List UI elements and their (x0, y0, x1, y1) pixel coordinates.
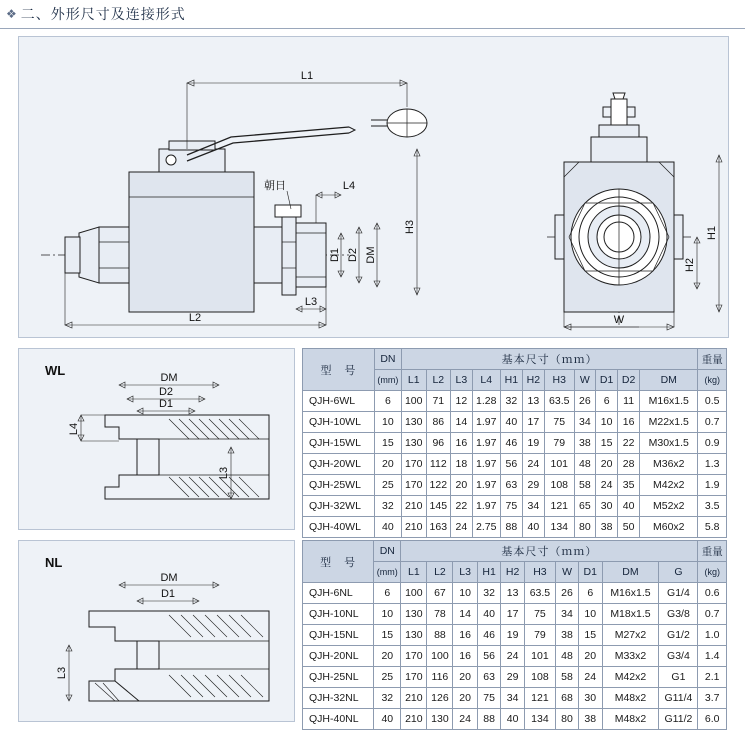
wl-r3-weight: 1.3 (698, 454, 727, 475)
nl-r3-c4: 24 (501, 646, 524, 667)
nl-r4-c3: 63 (477, 667, 500, 688)
nl-r6-c5: 134 (524, 709, 555, 730)
nl-r0-c8: M16x1.5 (602, 583, 659, 604)
wl-r1-c10: M22x1.5 (640, 412, 698, 433)
drawing-panel-wl (18, 348, 295, 530)
dim-L3-nl: L3 (56, 666, 68, 680)
nl-r0-c0: 100 (401, 583, 427, 604)
table-row (303, 625, 727, 646)
wl-r6-dn: 40 (374, 517, 401, 538)
dim-L3-wl: L3 (218, 466, 230, 480)
nl-r1-c4: 17 (501, 604, 524, 625)
nl-r3-c9: G3/4 (659, 646, 698, 667)
wl-r0-weight: 0.5 (698, 391, 727, 412)
wl-r6-c8: 38 (596, 517, 618, 538)
wl-r3-c8: 20 (596, 454, 618, 475)
wl-th-dn: DN (374, 349, 401, 370)
wl-th-D1: D1 (596, 370, 618, 391)
nl-r6-c3: 88 (477, 709, 500, 730)
page-header (0, 0, 745, 29)
nl-r5-c1: 126 (427, 688, 453, 709)
dim-D2-wl: D2 (158, 386, 174, 398)
annotation-chaori: 朝日 (264, 180, 286, 192)
nl-r6-model: QJH-40NL (303, 709, 374, 730)
nl-r1-c2: 14 (453, 604, 477, 625)
page-title: 二、外形尺寸及连接形式 (20, 6, 186, 22)
wl-r4-c4: 63 (500, 475, 522, 496)
nl-r1-c5: 75 (524, 604, 555, 625)
nl-r6-c0: 210 (401, 709, 427, 730)
nl-r4-c6: 58 (556, 667, 579, 688)
wl-r1-c2: 14 (451, 412, 473, 433)
wl-table-head (303, 349, 727, 391)
dim-L4: L4 (342, 180, 356, 192)
wl-r5-c7: 65 (574, 496, 596, 517)
nl-table-body (303, 583, 727, 730)
dim-D1-wl: D1 (158, 398, 174, 410)
wl-title: WL (45, 363, 66, 378)
wl-th-model: 型 号 (303, 349, 375, 391)
wl-r1-c6: 75 (544, 412, 574, 433)
nl-r3-c8: M33x2 (602, 646, 659, 667)
wl-r0-c8: 6 (596, 391, 618, 412)
wl-header-row-1 (303, 349, 727, 370)
nl-r1-c6: 34 (556, 604, 579, 625)
wl-r5-c0: 210 (401, 496, 426, 517)
nl-r2-c8: M27x2 (602, 625, 659, 646)
nl-r4-model: QJH-25NL (303, 667, 374, 688)
wl-r5-c2: 22 (451, 496, 473, 517)
nl-r5-weight: 3.7 (698, 688, 727, 709)
nl-r0-model: QJH-6NL (303, 583, 374, 604)
table-row (303, 433, 727, 454)
nl-r5-c5: 121 (524, 688, 555, 709)
nl-th-H1: H1 (477, 562, 500, 583)
wl-r4-c2: 20 (451, 475, 473, 496)
nl-r2-c1: 88 (427, 625, 453, 646)
wl-th-L1: L1 (401, 370, 426, 391)
wl-th-H1: H1 (500, 370, 522, 391)
nl-r2-c0: 130 (401, 625, 427, 646)
wl-r5-c6: 121 (544, 496, 574, 517)
table-row (303, 454, 727, 475)
wl-r4-c6: 108 (544, 475, 574, 496)
wl-r2-c7: 38 (574, 433, 596, 454)
nl-r1-dn: 10 (374, 604, 401, 625)
wl-th-L3: L3 (451, 370, 473, 391)
drawing-panel-top (18, 36, 729, 338)
nl-r0-c3: 32 (477, 583, 500, 604)
dim-D2: D2 (347, 247, 359, 263)
nl-th-D1: D1 (579, 562, 602, 583)
nl-r4-weight: 2.1 (698, 667, 727, 688)
nl-r0-weight: 0.6 (698, 583, 727, 604)
dim-DM-nl: DM (160, 572, 178, 584)
nl-r1-weight: 0.7 (698, 604, 727, 625)
nl-th-weight: 重量 (698, 541, 727, 562)
dim-L2: L2 (188, 312, 202, 324)
nl-r5-model: QJH-32NL (303, 688, 374, 709)
wl-r0-c10: M16x1.5 (640, 391, 698, 412)
nl-r6-weight: 6.0 (698, 709, 727, 730)
nl-r3-c3: 56 (477, 646, 500, 667)
nl-r5-c4: 34 (501, 688, 524, 709)
wl-r4-c3: 1.97 (472, 475, 500, 496)
wl-r3-c6: 101 (544, 454, 574, 475)
nl-r1-c1: 78 (427, 604, 453, 625)
wl-r1-c7: 34 (574, 412, 596, 433)
wl-table-body (303, 391, 727, 538)
dim-L4-wl: L4 (68, 422, 80, 436)
nl-title: NL (45, 555, 63, 570)
nl-r3-c2: 16 (453, 646, 477, 667)
wl-r2-c0: 130 (401, 433, 426, 454)
nl-th-model: 型 号 (303, 541, 374, 583)
table-row (303, 646, 727, 667)
wl-r0-c0: 100 (401, 391, 426, 412)
wl-r5-c3: 1.97 (472, 496, 500, 517)
nl-r6-dn: 40 (374, 709, 401, 730)
wl-th-basic: 基本尺寸（ｍｍ） (401, 349, 698, 370)
nl-r4-c8: M42x2 (602, 667, 659, 688)
nl-r2-c2: 16 (453, 625, 477, 646)
nl-r5-c9: G11/4 (659, 688, 698, 709)
nl-r0-c9: G1/4 (659, 583, 698, 604)
wl-r2-c10: M30x1.5 (640, 433, 698, 454)
nl-r3-c6: 48 (556, 646, 579, 667)
nl-r6-c8: M48x2 (602, 709, 659, 730)
nl-r2-c7: 15 (579, 625, 602, 646)
nl-detail-svg (19, 541, 294, 721)
wl-r3-model: QJH-20WL (303, 454, 375, 475)
wl-r1-c9: 16 (618, 412, 640, 433)
nl-r5-c2: 20 (453, 688, 477, 709)
wl-r1-c4: 40 (500, 412, 522, 433)
dim-D1: D1 (329, 247, 341, 263)
drawing-panel-nl (18, 540, 295, 722)
table-row (303, 604, 727, 625)
nl-r4-c7: 24 (579, 667, 602, 688)
wl-r3-dn: 20 (374, 454, 401, 475)
table-row (303, 688, 727, 709)
nl-r5-c8: M48x2 (602, 688, 659, 709)
nl-r4-c4: 29 (501, 667, 524, 688)
wl-r2-c3: 1.97 (472, 433, 500, 454)
wl-r5-c1: 145 (426, 496, 451, 517)
wl-r4-c9: 35 (618, 475, 640, 496)
wl-detail-svg (19, 349, 294, 529)
nl-r4-c0: 170 (401, 667, 427, 688)
wl-r0-c7: 26 (574, 391, 596, 412)
nl-r2-dn: 15 (374, 625, 401, 646)
top-drawing-svg (19, 37, 728, 337)
nl-r3-dn: 20 (374, 646, 401, 667)
nl-r5-dn: 32 (374, 688, 401, 709)
nl-r0-c2: 10 (453, 583, 477, 604)
wl-r2-c1: 96 (426, 433, 451, 454)
wl-r0-c5: 13 (522, 391, 544, 412)
nl-r0-c6: 26 (556, 583, 579, 604)
nl-r6-c4: 40 (501, 709, 524, 730)
nl-r5-c0: 210 (401, 688, 427, 709)
nl-r2-c9: G1/2 (659, 625, 698, 646)
nl-r3-c1: 100 (427, 646, 453, 667)
wl-r0-c9: 11 (618, 391, 640, 412)
wl-r3-c0: 170 (401, 454, 426, 475)
wl-r2-c9: 22 (618, 433, 640, 454)
wl-r3-c7: 48 (574, 454, 596, 475)
wl-r3-c1: 112 (426, 454, 451, 475)
nl-r5-c3: 75 (477, 688, 500, 709)
wl-r6-c6: 134 (544, 517, 574, 538)
nl-r3-c7: 20 (579, 646, 602, 667)
wl-th-H2: H2 (522, 370, 544, 391)
table-row (303, 709, 727, 730)
nl-r1-c7: 10 (579, 604, 602, 625)
nl-th-DM: DM (602, 562, 659, 583)
nl-r0-c1: 67 (427, 583, 453, 604)
wl-th-DM: DM (640, 370, 698, 391)
table-row (303, 667, 727, 688)
wl-r4-c5: 29 (522, 475, 544, 496)
nl-r1-c9: G3/8 (659, 604, 698, 625)
nl-r2-model: QJH-15NL (303, 625, 374, 646)
nl-th-basic: 基本尺寸（ｍｍ） (401, 541, 698, 562)
wl-r5-weight: 3.5 (698, 496, 727, 517)
nl-th-H3: H3 (524, 562, 555, 583)
nl-r2-c5: 79 (524, 625, 555, 646)
wl-r6-c7: 80 (574, 517, 596, 538)
nl-th-H2: H2 (501, 562, 524, 583)
wl-r0-c6: 63.5 (544, 391, 574, 412)
nl-r5-c6: 68 (556, 688, 579, 709)
nl-r0-c4: 13 (501, 583, 524, 604)
table-row (303, 517, 727, 538)
wl-r3-c10: M36x2 (640, 454, 698, 475)
dim-L3: L3 (304, 296, 318, 308)
wl-r5-c4: 75 (500, 496, 522, 517)
nl-r1-c3: 40 (477, 604, 500, 625)
nl-r6-c9: G11/2 (659, 709, 698, 730)
table-row (303, 583, 727, 604)
wl-r4-dn: 25 (374, 475, 401, 496)
nl-r3-weight: 1.4 (698, 646, 727, 667)
wl-r0-dn: 6 (374, 391, 401, 412)
table-row (303, 496, 727, 517)
table-row (303, 412, 727, 433)
wl-r6-model: QJH-40WL (303, 517, 375, 538)
bullet-icon: ❖ (6, 7, 17, 21)
wl-r6-c9: 50 (618, 517, 640, 538)
nl-r3-c5: 101 (524, 646, 555, 667)
nl-r5-c7: 30 (579, 688, 602, 709)
wl-r0-c1: 71 (426, 391, 451, 412)
wl-r6-c2: 24 (451, 517, 473, 538)
wl-r1-weight: 0.7 (698, 412, 727, 433)
spec-table-wl (302, 348, 727, 538)
table-row (303, 391, 727, 412)
nl-r4-c5: 108 (524, 667, 555, 688)
wl-th-weight: 重量 (698, 349, 727, 370)
wl-th-L4: L4 (472, 370, 500, 391)
dim-H1: H1 (706, 225, 718, 241)
wl-r5-c9: 40 (618, 496, 640, 517)
dim-D1-nl: D1 (160, 588, 176, 600)
nl-th-dn: DN (374, 541, 401, 562)
spec-table-nl (302, 540, 727, 730)
wl-r4-c8: 24 (596, 475, 618, 496)
wl-r5-c8: 30 (596, 496, 618, 517)
wl-r2-model: QJH-15WL (303, 433, 375, 454)
wl-th-H3: H3 (544, 370, 574, 391)
nl-r2-c4: 19 (501, 625, 524, 646)
wl-th-D2: D2 (618, 370, 640, 391)
nl-r4-c1: 116 (427, 667, 453, 688)
wl-r1-model: QJH-10WL (303, 412, 375, 433)
wl-r5-model: QJH-32WL (303, 496, 375, 517)
dim-L1: L1 (300, 70, 314, 82)
wl-r4-c7: 58 (574, 475, 596, 496)
wl-r5-c5: 34 (522, 496, 544, 517)
wl-r2-c8: 15 (596, 433, 618, 454)
nl-r3-model: QJH-20NL (303, 646, 374, 667)
nl-th-weight-unit: (kg) (698, 562, 727, 583)
nl-r2-c3: 46 (477, 625, 500, 646)
wl-r2-c6: 79 (544, 433, 574, 454)
nl-th-L2: L2 (427, 562, 453, 583)
wl-r4-model: QJH-25WL (303, 475, 375, 496)
nl-table-head (303, 541, 727, 583)
wl-r1-c0: 130 (401, 412, 426, 433)
nl-th-G: G (659, 562, 698, 583)
wl-r6-c1: 163 (426, 517, 451, 538)
nl-r2-c6: 38 (556, 625, 579, 646)
wl-r6-c5: 40 (522, 517, 544, 538)
dim-DM-wl: DM (160, 372, 178, 384)
nl-th-W: W (556, 562, 579, 583)
wl-r1-c8: 10 (596, 412, 618, 433)
wl-r6-c3: 2.75 (472, 517, 500, 538)
wl-th-L2: L2 (426, 370, 451, 391)
dim-H3: H3 (404, 219, 416, 235)
wl-r0-model: QJH-6WL (303, 391, 375, 412)
nl-r1-model: QJH-10NL (303, 604, 374, 625)
wl-r0-c2: 12 (451, 391, 473, 412)
wl-r3-c4: 56 (500, 454, 522, 475)
wl-r1-c1: 86 (426, 412, 451, 433)
wl-r2-weight: 0.9 (698, 433, 727, 454)
wl-th-dn-unit: (mm) (374, 370, 401, 391)
wl-r0-c3: 1.28 (472, 391, 500, 412)
wl-r3-c5: 24 (522, 454, 544, 475)
wl-r1-dn: 10 (374, 412, 401, 433)
nl-r6-c6: 80 (556, 709, 579, 730)
wl-r3-c2: 18 (451, 454, 473, 475)
nl-r1-c8: M18x1.5 (602, 604, 659, 625)
nl-r0-dn: 6 (374, 583, 401, 604)
wl-r5-dn: 32 (374, 496, 401, 517)
nl-r3-c0: 170 (401, 646, 427, 667)
nl-header-row-1 (303, 541, 727, 562)
nl-r6-c2: 24 (453, 709, 477, 730)
wl-r6-c0: 210 (401, 517, 426, 538)
nl-r1-c0: 130 (401, 604, 427, 625)
wl-r0-c4: 32 (500, 391, 522, 412)
nl-r4-c2: 20 (453, 667, 477, 688)
dim-DM: DM (365, 246, 377, 264)
wl-r2-c2: 16 (451, 433, 473, 454)
wl-th-weight-unit: (kg) (698, 370, 727, 391)
dim-W: W (613, 314, 625, 326)
wl-r1-c3: 1.97 (472, 412, 500, 433)
wl-th-W: W (574, 370, 596, 391)
nl-th-L1: L1 (401, 562, 427, 583)
table-row (303, 475, 727, 496)
nl-r4-dn: 25 (374, 667, 401, 688)
wl-r3-c3: 1.97 (472, 454, 500, 475)
nl-r6-c1: 130 (427, 709, 453, 730)
nl-r0-c5: 63.5 (524, 583, 555, 604)
nl-r0-c7: 6 (579, 583, 602, 604)
nl-r6-c7: 38 (579, 709, 602, 730)
wl-r2-c5: 19 (522, 433, 544, 454)
wl-r4-c0: 170 (401, 475, 426, 496)
wl-r4-weight: 1.9 (698, 475, 727, 496)
wl-r4-c10: M42x2 (640, 475, 698, 496)
wl-r2-c4: 46 (500, 433, 522, 454)
wl-r4-c1: 122 (426, 475, 451, 496)
nl-r4-c9: G1 (659, 667, 698, 688)
wl-r6-c4: 88 (500, 517, 522, 538)
nl-th-L3: L3 (453, 562, 477, 583)
wl-r2-dn: 15 (374, 433, 401, 454)
dim-H2: H2 (684, 257, 696, 273)
wl-r6-weight: 5.8 (698, 517, 727, 538)
wl-r3-c9: 28 (618, 454, 640, 475)
nl-th-dn-unit: (mm) (374, 562, 401, 583)
nl-r2-weight: 1.0 (698, 625, 727, 646)
wl-r6-c10: M60x2 (640, 517, 698, 538)
wl-r5-c10: M52x2 (640, 496, 698, 517)
wl-r1-c5: 17 (522, 412, 544, 433)
